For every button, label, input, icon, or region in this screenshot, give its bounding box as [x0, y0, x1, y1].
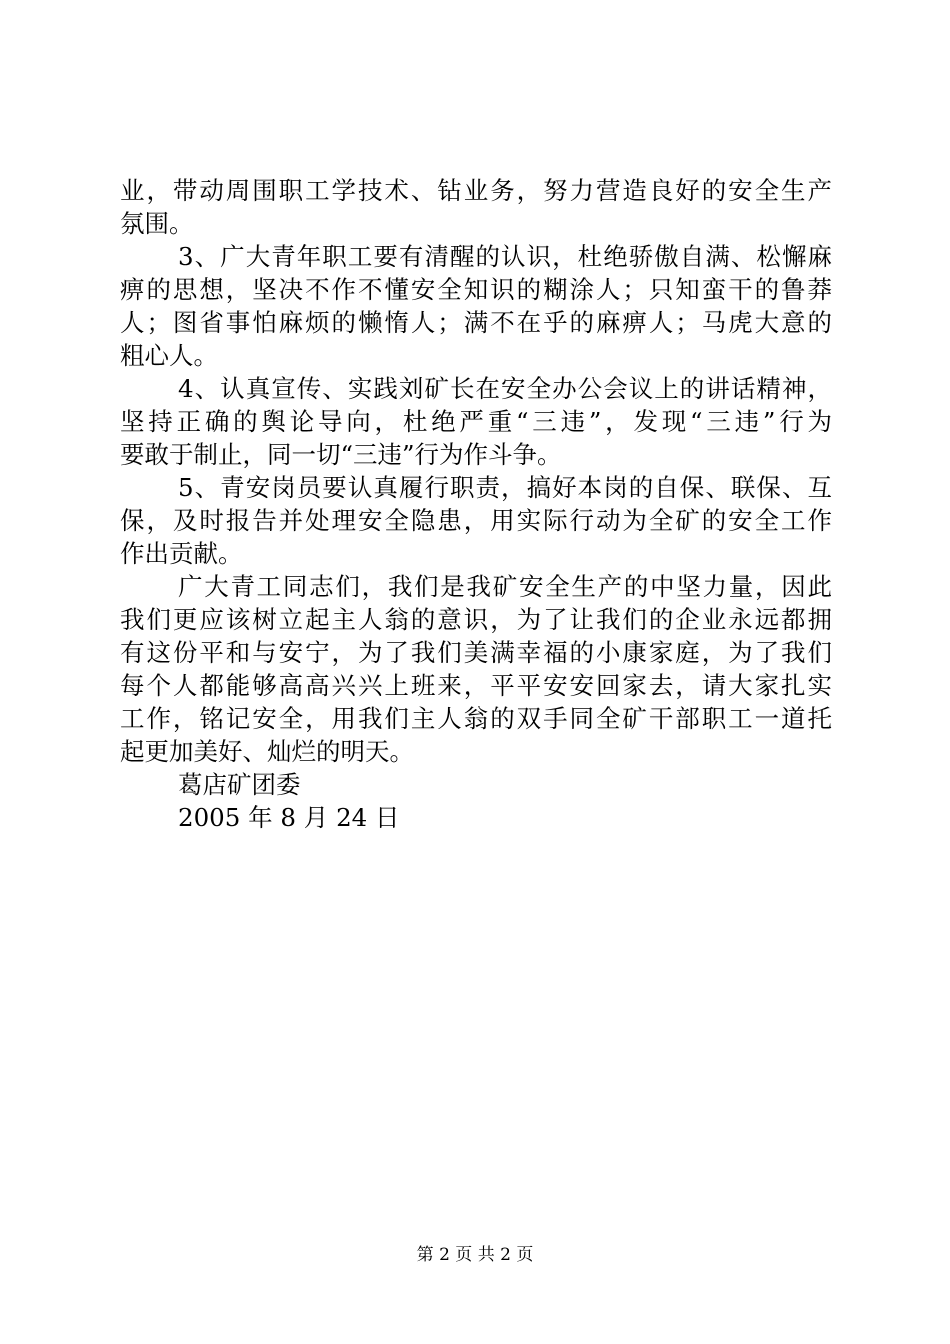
paragraph-line: 起更加美好、灿烂的明天。	[120, 737, 414, 766]
paragraph-line: 氛围。	[120, 209, 194, 238]
paragraph-line: 有这份平和与安宁，为了我们美满幸福的小康家庭，为了我们	[120, 638, 832, 667]
paragraph-line: 4、认真宣传、实践刘矿长在安全办公会议上的讲话精神，	[178, 374, 832, 403]
paragraph-line: 要敢于制止，同一切“三违”行为作斗争。	[120, 440, 562, 469]
paragraph-line: 广大青工同志们，我们是我矿安全生产的中坚力量，因此	[178, 572, 832, 601]
document-body	[120, 174, 832, 834]
paragraph-line: 工作，铭记安全，用我们主人翁的双手同全矿干部职工一道托	[120, 704, 832, 733]
signature-date: 2005 年 8 月 24 日	[178, 803, 400, 832]
paragraph-line: 痹的思想，坚决不作不懂安全知识的糊涂人；只知蛮干的鲁莽	[120, 275, 832, 304]
paragraph-line: 业，带动周围职工学技术、钻业务，努力营造良好的安全生产	[120, 176, 832, 205]
page-footer: 第 2 页 共 2 页	[416, 1245, 534, 1265]
signature-organization: 葛店矿团委	[178, 770, 301, 799]
paragraph-line: 每个人都能够高高兴兴上班来，平平安安回家去，请大家扎实	[120, 671, 832, 700]
paragraph-line: 粗心人。	[120, 341, 218, 370]
paragraph-line: 我们更应该树立起主人翁的意识，为了让我们的企业永远都拥	[120, 605, 832, 634]
paragraph-line: 5、青安岗员要认真履行职责，搞好本岗的自保、联保、互	[178, 473, 832, 502]
paragraph-line: 作出贡献。	[120, 539, 243, 568]
paragraph-line: 人；图省事怕麻烦的懒惰人；满不在乎的麻痹人；马虎大意的	[120, 308, 832, 337]
paragraph-line: 保，及时报告并处理安全隐患，用实际行动为全矿的安全工作	[120, 506, 832, 535]
paragraph-line: 3、广大青年职工要有清醒的认识，杜绝骄傲自满、松懈麻	[178, 242, 832, 271]
paragraph-line: 坚持正确的舆论导向，杜绝严重“三违”，发现“三违”行为	[120, 407, 832, 436]
